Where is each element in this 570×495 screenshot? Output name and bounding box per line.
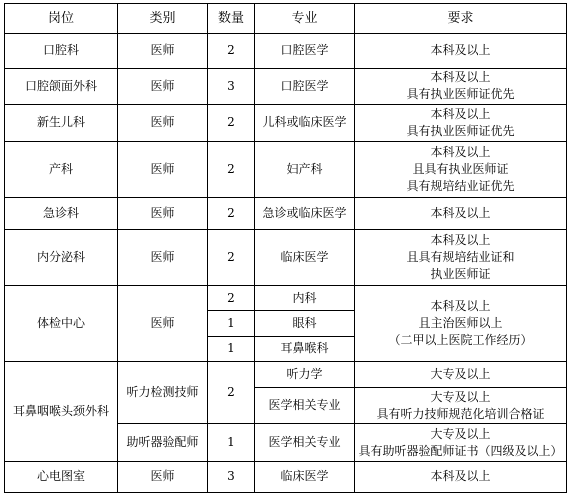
count-cell: 1	[208, 424, 255, 461]
major-cell: 口腔医学	[255, 68, 355, 104]
count-cell: 2	[208, 229, 255, 285]
category-cell: 医师	[118, 229, 208, 285]
major-cell: 眼科	[255, 311, 355, 336]
requirement-line: 具有规培结业证优先	[406, 178, 515, 193]
table-row	[5, 286, 567, 311]
requirement-line: 执业医师证	[430, 267, 491, 282]
requirement-line: （二甲以上医院工作经历）	[388, 333, 533, 348]
count-cell: 2	[208, 361, 255, 424]
requirement-cell	[355, 142, 567, 197]
requirement-line: 大专及以上	[430, 389, 491, 404]
header-row	[5, 4, 567, 34]
major-cell: 口腔医学	[255, 34, 355, 68]
header-count: 数量	[208, 4, 255, 34]
header-major: 专业	[255, 4, 355, 34]
table-row	[5, 361, 567, 387]
recruitment-table	[4, 3, 567, 493]
requirement-cell	[355, 197, 567, 229]
table-row	[5, 461, 567, 492]
requirement-cell	[355, 104, 567, 141]
category-cell: 医师	[118, 197, 208, 229]
major-cell: 临床医学	[255, 461, 355, 492]
requirement-line: 大专及以上	[430, 366, 491, 381]
table-row	[5, 142, 567, 197]
requirement-cell	[355, 424, 567, 461]
position-cell: 耳鼻咽喉头颈外科	[5, 361, 118, 461]
requirement-cell	[355, 388, 567, 424]
major-cell: 听力学	[255, 361, 355, 387]
major-cell: 医学相关专业	[255, 388, 355, 424]
major-cell: 儿科或临床医学	[255, 104, 355, 141]
count-cell: 3	[208, 461, 255, 492]
position-cell: 口腔颌面外科	[5, 68, 118, 104]
category-cell: 医师	[118, 286, 208, 362]
position-cell: 新生儿科	[5, 104, 118, 141]
category-cell: 医师	[118, 461, 208, 492]
requirement-line: 具有听力技师规范化培训合格证	[376, 406, 545, 421]
requirement-line: 本科及以上	[430, 70, 491, 85]
count-cell: 1	[208, 336, 255, 361]
requirement-cell	[355, 34, 567, 68]
table-row	[5, 68, 567, 104]
requirement-cell	[355, 286, 567, 362]
requirement-line: 具有执业医师证优先	[406, 123, 515, 138]
major-cell: 妇产科	[255, 142, 355, 197]
count-cell: 2	[208, 286, 255, 311]
position-cell: 口腔科	[5, 34, 118, 68]
requirement-cell	[355, 361, 567, 387]
requirement-line: 本科及以上	[430, 43, 491, 58]
requirement-cell	[355, 68, 567, 104]
category-cell: 医师	[118, 34, 208, 68]
major-cell: 内科	[255, 286, 355, 311]
requirement-line: 本科及以上	[430, 144, 491, 159]
table-row	[5, 34, 567, 68]
count-cell: 2	[208, 142, 255, 197]
requirement-line: 具有助听器验配师证书（四级及以上）	[358, 443, 563, 458]
category-cell: 听力检测技师	[118, 361, 208, 424]
category-cell: 医师	[118, 142, 208, 197]
position-cell: 急诊科	[5, 197, 118, 229]
requirement-line: 且具有执业医师证	[412, 161, 509, 176]
major-cell: 临床医学	[255, 229, 355, 285]
requirement-line: 且主治医师以上	[418, 316, 503, 331]
category-cell: 助听器验配师	[118, 424, 208, 461]
requirement-line: 本科及以上	[430, 233, 491, 248]
category-cell: 医师	[118, 104, 208, 141]
requirement-cell	[355, 461, 567, 492]
requirement-line: 本科及以上	[430, 205, 491, 220]
header-category: 类别	[118, 4, 208, 34]
requirement-line: 且具有规培结业证和	[406, 250, 515, 265]
category-cell: 医师	[118, 68, 208, 104]
count-cell: 2	[208, 104, 255, 141]
requirement-line: 大专及以上	[430, 426, 491, 441]
count-cell: 3	[208, 68, 255, 104]
position-cell: 心电图室	[5, 461, 118, 492]
count-cell: 2	[208, 34, 255, 68]
position-cell: 产科	[5, 142, 118, 197]
table-row	[5, 197, 567, 229]
header-position: 岗位	[5, 4, 118, 34]
table-row	[5, 229, 567, 285]
major-cell: 医学相关专业	[255, 424, 355, 461]
header-requirement: 要求	[355, 4, 567, 34]
requirement-line: 具有执业医师证优先	[406, 87, 515, 102]
major-cell: 耳鼻喉科	[255, 336, 355, 361]
requirement-line: 本科及以上	[430, 299, 491, 314]
table-row	[5, 104, 567, 141]
major-cell: 急诊或临床医学	[255, 197, 355, 229]
count-cell: 1	[208, 311, 255, 336]
position-cell: 内分泌科	[5, 229, 118, 285]
requirement-line: 本科及以上	[430, 106, 491, 121]
count-cell: 2	[208, 197, 255, 229]
requirement-cell	[355, 229, 567, 285]
position-cell: 体检中心	[5, 286, 118, 362]
requirement-line: 本科及以上	[430, 469, 491, 484]
